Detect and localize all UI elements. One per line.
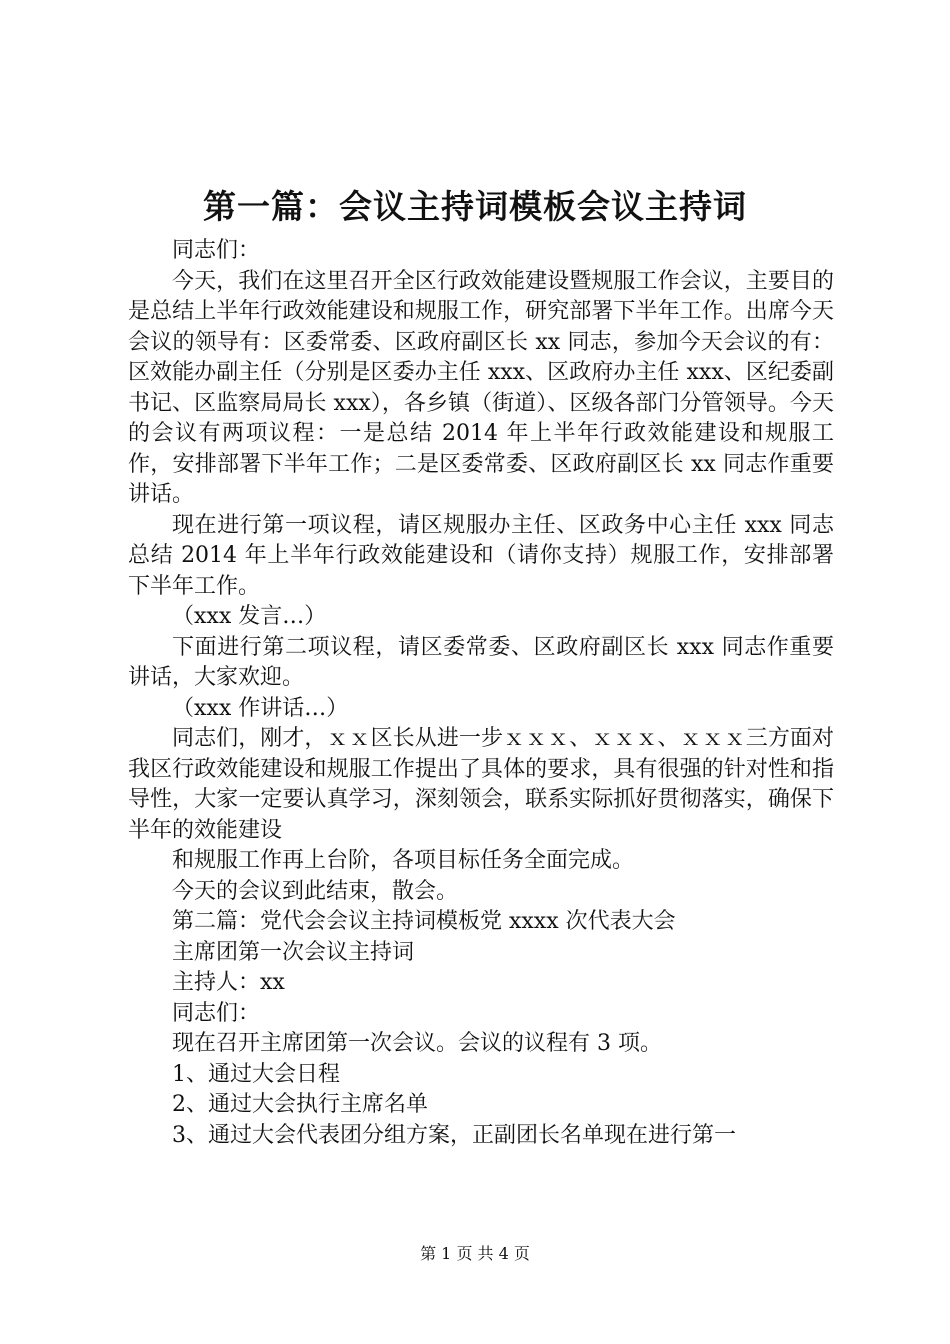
page-footer: 第 1 页 共 4 页 <box>420 1244 530 1263</box>
salutation: 同志们： <box>172 238 261 263</box>
paragraph-summary: 同志们，刚才，ｘｘ区长从进一步ｘｘｘ、ｘｘｘ、ｘｘｘ三方面对我区行政效能建设和规服工作提出了具体的要求，具有很强的针对性和指导性，大家一定要认真学习，深刻领会，联系实际抓好贯彻落实，确保下半年的效能建设 <box>128 726 834 843</box>
document-title: 第一篇：会议主持词模板会议主持词 <box>203 187 747 226</box>
paragraph-closing: 今天的会议到此结束，散会。 <box>172 878 459 904</box>
paragraph-agenda-one: 现在进行第一项议程，请区规服办主任、区政务中心主任 xxx 同志总结 2014 年上半年行政效能建设和（请你支持）规服工作，安排部署下半年工作。 <box>128 512 834 599</box>
salutation-two: 同志们： <box>172 1000 261 1026</box>
note-speech-two: （xxx 作讲话…） <box>172 695 349 721</box>
agenda-item: 3、通过大会代表团分组方案，正副团长名单现在进行第一 <box>172 1122 736 1148</box>
note-speech-one: （xxx 发言…） <box>172 604 327 629</box>
paragraph-opening: 今天，我们在这里召开全区行政效能建设暨规服工作会议，主要目的是总结上半年行政效能建设和规服工作，研究部署下半年工作。出席今天会议的领导有：区委常委、区政府副区长 xx 同志，参加今天会议的有：区效能办副主任（分别是区委办主任 xxx、区政府办主任 xxx、区纪委副书记、区监察局局长 xxx），各乡镇（街道）、区级各部门分管领导。今天的会议有两项议程：一是总结 2014 年上半年行政效能建设和规服工作，安排部署下半年工作；二是区委常委、区政府副区长 xx 同志作重要讲话。 <box>128 268 834 507</box>
agenda-item: 2、通过大会执行主席名单 <box>172 1092 428 1117</box>
document-body <box>128 236 834 1151</box>
agenda-item: 1、通过大会日程 <box>172 1061 340 1087</box>
meeting-intro: 现在召开主席团第一次会议。会议的议程有 3 项。 <box>172 1031 662 1056</box>
paragraph-summary-continued: 和规服工作再上台阶，各项目标任务全面完成。 <box>172 848 635 873</box>
section-two-heading: 第二篇：党代会会议主持词模板党 xxxx 次代表大会 <box>172 909 676 934</box>
host-line: 主持人：xx <box>172 970 285 995</box>
paragraph-agenda-two: 下面进行第二项议程，请区委常委、区政府副区长 xxx 同志作重要讲话，大家欢迎。 <box>128 634 834 690</box>
section-two-subheading: 主席团第一次会议主持词 <box>172 939 415 965</box>
